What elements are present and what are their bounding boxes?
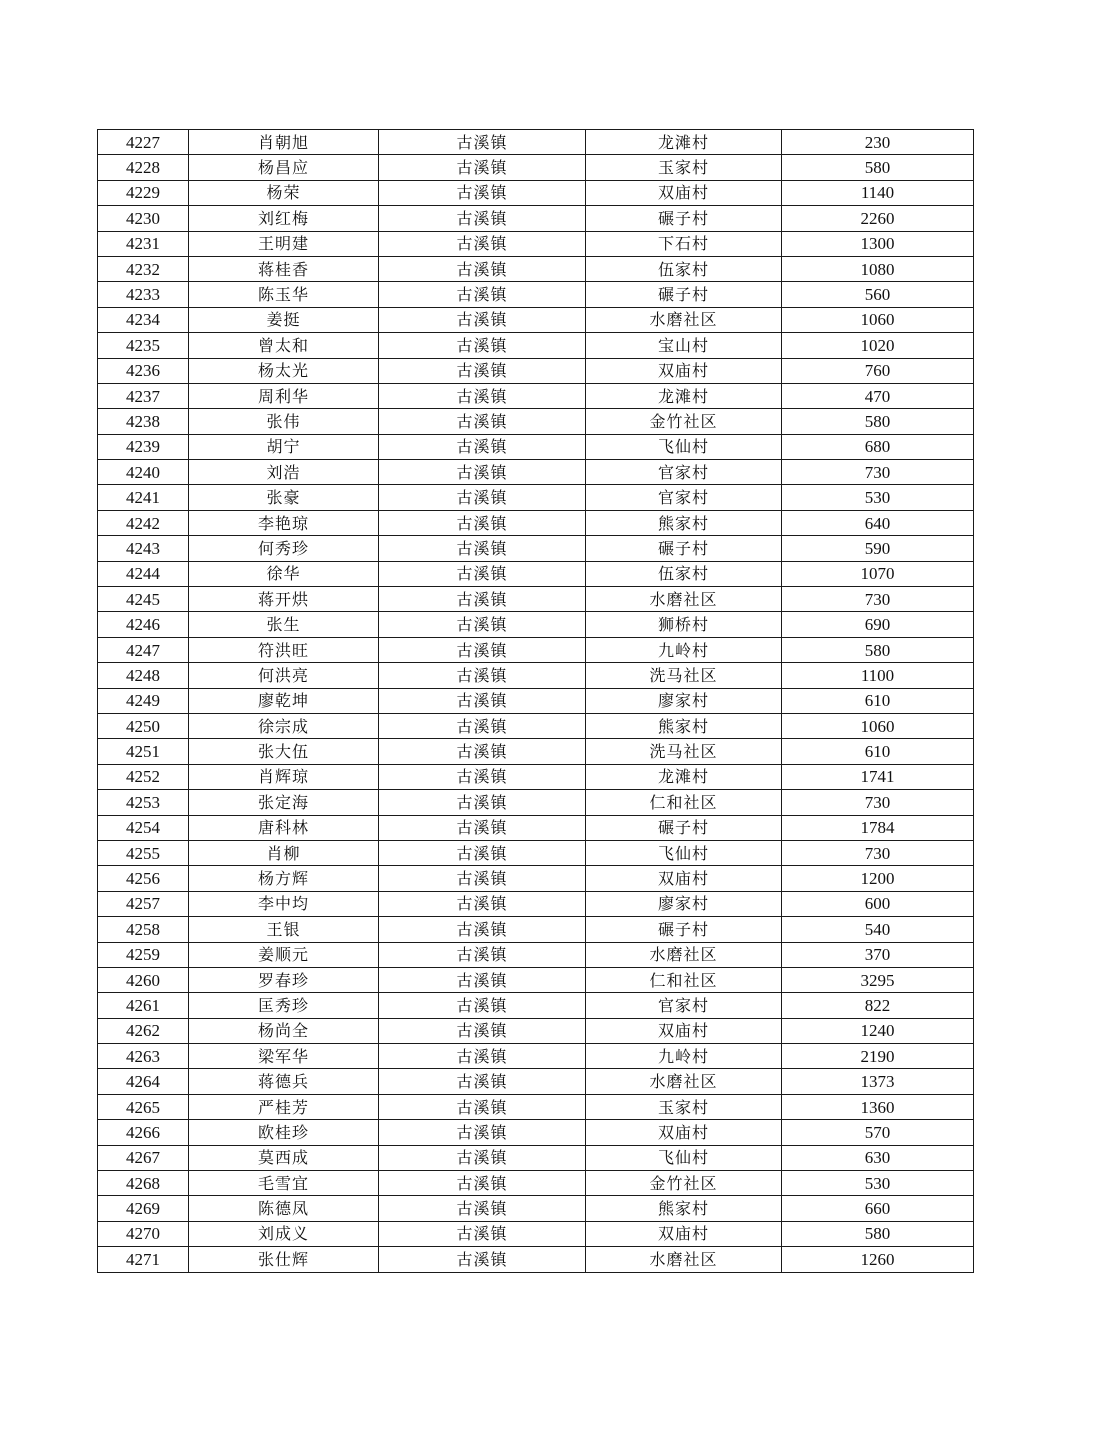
village-cell: 碾子村	[586, 815, 782, 840]
name-cell: 刘浩	[189, 460, 379, 485]
table-row	[98, 1171, 974, 1196]
id-cell: 4265	[98, 1094, 189, 1119]
table-row	[98, 891, 974, 916]
name-cell: 曾太和	[189, 333, 379, 358]
table-row	[98, 282, 974, 307]
id-cell: 4246	[98, 612, 189, 637]
town-cell: 古溪镇	[379, 637, 586, 662]
name-cell: 蒋桂香	[189, 256, 379, 281]
village-cell: 洗马社区	[586, 739, 782, 764]
town-cell: 古溪镇	[379, 510, 586, 535]
amount-cell: 470	[782, 383, 974, 408]
town-cell: 古溪镇	[379, 231, 586, 256]
amount-cell: 530	[782, 1171, 974, 1196]
village-cell: 龙滩村	[586, 383, 782, 408]
id-cell: 4253	[98, 790, 189, 815]
id-cell: 4231	[98, 231, 189, 256]
table-row	[98, 1120, 974, 1145]
name-cell: 莫西成	[189, 1145, 379, 1170]
town-cell: 古溪镇	[379, 536, 586, 561]
town-cell: 古溪镇	[379, 713, 586, 738]
table-row	[98, 713, 974, 738]
name-cell: 肖柳	[189, 840, 379, 865]
amount-cell: 540	[782, 917, 974, 942]
name-cell: 张豪	[189, 485, 379, 510]
name-cell: 姜顺元	[189, 942, 379, 967]
name-cell: 肖辉琼	[189, 764, 379, 789]
amount-cell: 2190	[782, 1044, 974, 1069]
table-row	[98, 1196, 974, 1221]
id-cell: 4234	[98, 307, 189, 332]
table-row	[98, 536, 974, 561]
id-cell: 4228	[98, 155, 189, 180]
village-cell: 宝山村	[586, 333, 782, 358]
name-cell: 刘成义	[189, 1221, 379, 1246]
id-cell: 4248	[98, 663, 189, 688]
table-row	[98, 1044, 974, 1069]
village-cell: 飞仙村	[586, 434, 782, 459]
town-cell: 古溪镇	[379, 663, 586, 688]
town-cell: 古溪镇	[379, 256, 586, 281]
id-cell: 4258	[98, 917, 189, 942]
amount-cell: 1060	[782, 713, 974, 738]
village-cell: 仁和社区	[586, 790, 782, 815]
name-cell: 何洪亮	[189, 663, 379, 688]
name-cell: 杨尚全	[189, 1018, 379, 1043]
id-cell: 4252	[98, 764, 189, 789]
town-cell: 古溪镇	[379, 1069, 586, 1094]
village-cell: 九岭村	[586, 1044, 782, 1069]
id-cell: 4237	[98, 383, 189, 408]
id-cell: 4270	[98, 1221, 189, 1246]
table-row	[98, 790, 974, 815]
amount-cell: 730	[782, 587, 974, 612]
amount-cell: 1080	[782, 256, 974, 281]
amount-cell: 570	[782, 1120, 974, 1145]
table-row	[98, 917, 974, 942]
amount-cell: 660	[782, 1196, 974, 1221]
name-cell: 张生	[189, 612, 379, 637]
amount-cell: 530	[782, 485, 974, 510]
town-cell: 古溪镇	[379, 1247, 586, 1272]
amount-cell: 1240	[782, 1018, 974, 1043]
name-cell: 符洪旺	[189, 637, 379, 662]
village-cell: 官家村	[586, 485, 782, 510]
table-row	[98, 688, 974, 713]
id-cell: 4245	[98, 587, 189, 612]
village-cell: 碾子村	[586, 917, 782, 942]
amount-cell: 760	[782, 358, 974, 383]
town-cell: 古溪镇	[379, 155, 586, 180]
name-cell: 廖乾坤	[189, 688, 379, 713]
village-cell: 双庙村	[586, 1221, 782, 1246]
id-cell: 4233	[98, 282, 189, 307]
id-cell: 4251	[98, 739, 189, 764]
village-cell: 水磨社区	[586, 1247, 782, 1272]
id-cell: 4240	[98, 460, 189, 485]
table-row	[98, 307, 974, 332]
table-row	[98, 1145, 974, 1170]
town-cell: 古溪镇	[379, 307, 586, 332]
village-cell: 下石村	[586, 231, 782, 256]
village-cell: 廖家村	[586, 891, 782, 916]
name-cell: 杨荣	[189, 180, 379, 205]
table-row	[98, 231, 974, 256]
id-cell: 4255	[98, 840, 189, 865]
village-cell: 水磨社区	[586, 307, 782, 332]
id-cell: 4256	[98, 866, 189, 891]
table-row	[98, 180, 974, 205]
id-cell: 4267	[98, 1145, 189, 1170]
id-cell: 4243	[98, 536, 189, 561]
name-cell: 刘红梅	[189, 206, 379, 231]
table-row	[98, 739, 974, 764]
town-cell: 古溪镇	[379, 967, 586, 992]
table-row	[98, 206, 974, 231]
table-row	[98, 815, 974, 840]
amount-cell: 580	[782, 637, 974, 662]
name-cell: 唐科林	[189, 815, 379, 840]
amount-cell: 580	[782, 409, 974, 434]
town-cell: 古溪镇	[379, 434, 586, 459]
id-cell: 4241	[98, 485, 189, 510]
name-cell: 杨方辉	[189, 866, 379, 891]
name-cell: 蒋开烘	[189, 587, 379, 612]
village-cell: 水磨社区	[586, 942, 782, 967]
town-cell: 古溪镇	[379, 891, 586, 916]
town-cell: 古溪镇	[379, 815, 586, 840]
amount-cell: 1070	[782, 561, 974, 586]
id-cell: 4249	[98, 688, 189, 713]
table-row	[98, 866, 974, 891]
name-cell: 周利华	[189, 383, 379, 408]
id-cell: 4250	[98, 713, 189, 738]
town-cell: 古溪镇	[379, 180, 586, 205]
table-row	[98, 1094, 974, 1119]
town-cell: 古溪镇	[379, 1120, 586, 1145]
id-cell: 4232	[98, 256, 189, 281]
village-cell: 狮桥村	[586, 612, 782, 637]
amount-cell: 630	[782, 1145, 974, 1170]
town-cell: 古溪镇	[379, 383, 586, 408]
table-row	[98, 1247, 974, 1272]
amount-cell: 230	[782, 130, 974, 155]
id-cell: 4261	[98, 993, 189, 1018]
name-cell: 罗春珍	[189, 967, 379, 992]
amount-cell: 1300	[782, 231, 974, 256]
table-row	[98, 460, 974, 485]
village-cell: 熊家村	[586, 1196, 782, 1221]
village-cell: 熊家村	[586, 713, 782, 738]
village-cell: 九岭村	[586, 637, 782, 662]
name-cell: 何秀珍	[189, 536, 379, 561]
town-cell: 古溪镇	[379, 409, 586, 434]
town-cell: 古溪镇	[379, 561, 586, 586]
town-cell: 古溪镇	[379, 485, 586, 510]
village-cell: 碾子村	[586, 536, 782, 561]
town-cell: 古溪镇	[379, 282, 586, 307]
table-row	[98, 764, 974, 789]
name-cell: 张伟	[189, 409, 379, 434]
id-cell: 4239	[98, 434, 189, 459]
village-cell: 廖家村	[586, 688, 782, 713]
town-cell: 古溪镇	[379, 764, 586, 789]
id-cell: 4264	[98, 1069, 189, 1094]
id-cell: 4229	[98, 180, 189, 205]
amount-cell: 600	[782, 891, 974, 916]
id-cell: 4271	[98, 1247, 189, 1272]
amount-cell: 1140	[782, 180, 974, 205]
table-row	[98, 485, 974, 510]
name-cell: 蒋德兵	[189, 1069, 379, 1094]
table-row	[98, 1069, 974, 1094]
table-row	[98, 612, 974, 637]
town-cell: 古溪镇	[379, 1094, 586, 1119]
amount-cell: 1373	[782, 1069, 974, 1094]
amount-cell: 580	[782, 155, 974, 180]
village-cell: 伍家村	[586, 561, 782, 586]
village-cell: 洗马社区	[586, 663, 782, 688]
name-cell: 陈德凤	[189, 1196, 379, 1221]
village-cell: 金竹社区	[586, 1171, 782, 1196]
amount-cell: 730	[782, 840, 974, 865]
village-cell: 碾子村	[586, 282, 782, 307]
town-cell: 古溪镇	[379, 1196, 586, 1221]
village-cell: 水磨社区	[586, 587, 782, 612]
table-row	[98, 256, 974, 281]
amount-cell: 1020	[782, 333, 974, 358]
town-cell: 古溪镇	[379, 460, 586, 485]
table-row	[98, 587, 974, 612]
table-row	[98, 358, 974, 383]
village-cell: 飞仙村	[586, 840, 782, 865]
village-cell: 飞仙村	[586, 1145, 782, 1170]
town-cell: 古溪镇	[379, 1044, 586, 1069]
amount-cell: 1200	[782, 866, 974, 891]
name-cell: 张大伍	[189, 739, 379, 764]
village-cell: 官家村	[586, 993, 782, 1018]
name-cell: 肖朝旭	[189, 130, 379, 155]
name-cell: 徐华	[189, 561, 379, 586]
name-cell: 杨昌应	[189, 155, 379, 180]
town-cell: 古溪镇	[379, 942, 586, 967]
table-row	[98, 130, 974, 155]
name-cell: 陈玉华	[189, 282, 379, 307]
roster-table-body	[98, 130, 974, 1273]
amount-cell: 2260	[782, 206, 974, 231]
village-cell: 碾子村	[586, 206, 782, 231]
amount-cell: 690	[782, 612, 974, 637]
name-cell: 梁军华	[189, 1044, 379, 1069]
town-cell: 古溪镇	[379, 866, 586, 891]
table-row	[98, 155, 974, 180]
name-cell: 王银	[189, 917, 379, 942]
name-cell: 胡宁	[189, 434, 379, 459]
town-cell: 古溪镇	[379, 333, 586, 358]
table-row	[98, 663, 974, 688]
id-cell: 4238	[98, 409, 189, 434]
amount-cell: 560	[782, 282, 974, 307]
village-cell: 玉家村	[586, 155, 782, 180]
name-cell: 杨太光	[189, 358, 379, 383]
amount-cell: 1741	[782, 764, 974, 789]
table-row	[98, 333, 974, 358]
id-cell: 4263	[98, 1044, 189, 1069]
town-cell: 古溪镇	[379, 612, 586, 637]
id-cell: 4259	[98, 942, 189, 967]
amount-cell: 590	[782, 536, 974, 561]
town-cell: 古溪镇	[379, 130, 586, 155]
village-cell: 双庙村	[586, 180, 782, 205]
village-cell: 熊家村	[586, 510, 782, 535]
table-row	[98, 434, 974, 459]
id-cell: 4262	[98, 1018, 189, 1043]
village-cell: 龙滩村	[586, 130, 782, 155]
name-cell: 张定海	[189, 790, 379, 815]
amount-cell: 580	[782, 1221, 974, 1246]
town-cell: 古溪镇	[379, 840, 586, 865]
name-cell: 姜挺	[189, 307, 379, 332]
name-cell: 李中均	[189, 891, 379, 916]
town-cell: 古溪镇	[379, 206, 586, 231]
amount-cell: 3295	[782, 967, 974, 992]
id-cell: 4260	[98, 967, 189, 992]
id-cell: 4230	[98, 206, 189, 231]
id-cell: 4266	[98, 1120, 189, 1145]
name-cell: 徐宗成	[189, 713, 379, 738]
village-cell: 伍家村	[586, 256, 782, 281]
table-row	[98, 510, 974, 535]
village-cell: 双庙村	[586, 1018, 782, 1043]
amount-cell: 1060	[782, 307, 974, 332]
town-cell: 古溪镇	[379, 1221, 586, 1246]
village-cell: 水磨社区	[586, 1069, 782, 1094]
table-row	[98, 561, 974, 586]
town-cell: 古溪镇	[379, 790, 586, 815]
amount-cell: 640	[782, 510, 974, 535]
amount-cell: 370	[782, 942, 974, 967]
village-cell: 双庙村	[586, 358, 782, 383]
document-page	[97, 129, 973, 1273]
table-row	[98, 993, 974, 1018]
id-cell: 4236	[98, 358, 189, 383]
town-cell: 古溪镇	[379, 917, 586, 942]
town-cell: 古溪镇	[379, 587, 586, 612]
amount-cell: 610	[782, 739, 974, 764]
table-row	[98, 1221, 974, 1246]
id-cell: 4242	[98, 510, 189, 535]
name-cell: 张仕辉	[189, 1247, 379, 1272]
name-cell: 严桂芳	[189, 1094, 379, 1119]
amount-cell: 822	[782, 993, 974, 1018]
name-cell: 欧桂珍	[189, 1120, 379, 1145]
village-cell: 官家村	[586, 460, 782, 485]
roster-table	[97, 129, 974, 1273]
id-cell: 4268	[98, 1171, 189, 1196]
table-row	[98, 1018, 974, 1043]
table-row	[98, 942, 974, 967]
name-cell: 匡秀珍	[189, 993, 379, 1018]
id-cell: 4235	[98, 333, 189, 358]
town-cell: 古溪镇	[379, 993, 586, 1018]
id-cell: 4247	[98, 637, 189, 662]
id-cell: 4244	[98, 561, 189, 586]
amount-cell: 730	[782, 460, 974, 485]
name-cell: 李艳琼	[189, 510, 379, 535]
table-row	[98, 967, 974, 992]
village-cell: 仁和社区	[586, 967, 782, 992]
id-cell: 4257	[98, 891, 189, 916]
id-cell: 4227	[98, 130, 189, 155]
table-row	[98, 637, 974, 662]
table-row	[98, 840, 974, 865]
village-cell: 龙滩村	[586, 764, 782, 789]
village-cell: 玉家村	[586, 1094, 782, 1119]
id-cell: 4269	[98, 1196, 189, 1221]
table-row	[98, 409, 974, 434]
id-cell: 4254	[98, 815, 189, 840]
town-cell: 古溪镇	[379, 1145, 586, 1170]
town-cell: 古溪镇	[379, 1171, 586, 1196]
amount-cell: 1784	[782, 815, 974, 840]
amount-cell: 680	[782, 434, 974, 459]
amount-cell: 1100	[782, 663, 974, 688]
town-cell: 古溪镇	[379, 1018, 586, 1043]
name-cell: 王明建	[189, 231, 379, 256]
amount-cell: 730	[782, 790, 974, 815]
amount-cell: 1260	[782, 1247, 974, 1272]
town-cell: 古溪镇	[379, 739, 586, 764]
table-row	[98, 383, 974, 408]
village-cell: 双庙村	[586, 1120, 782, 1145]
village-cell: 金竹社区	[586, 409, 782, 434]
name-cell: 毛雪宜	[189, 1171, 379, 1196]
amount-cell: 610	[782, 688, 974, 713]
village-cell: 双庙村	[586, 866, 782, 891]
town-cell: 古溪镇	[379, 688, 586, 713]
amount-cell: 1360	[782, 1094, 974, 1119]
town-cell: 古溪镇	[379, 358, 586, 383]
